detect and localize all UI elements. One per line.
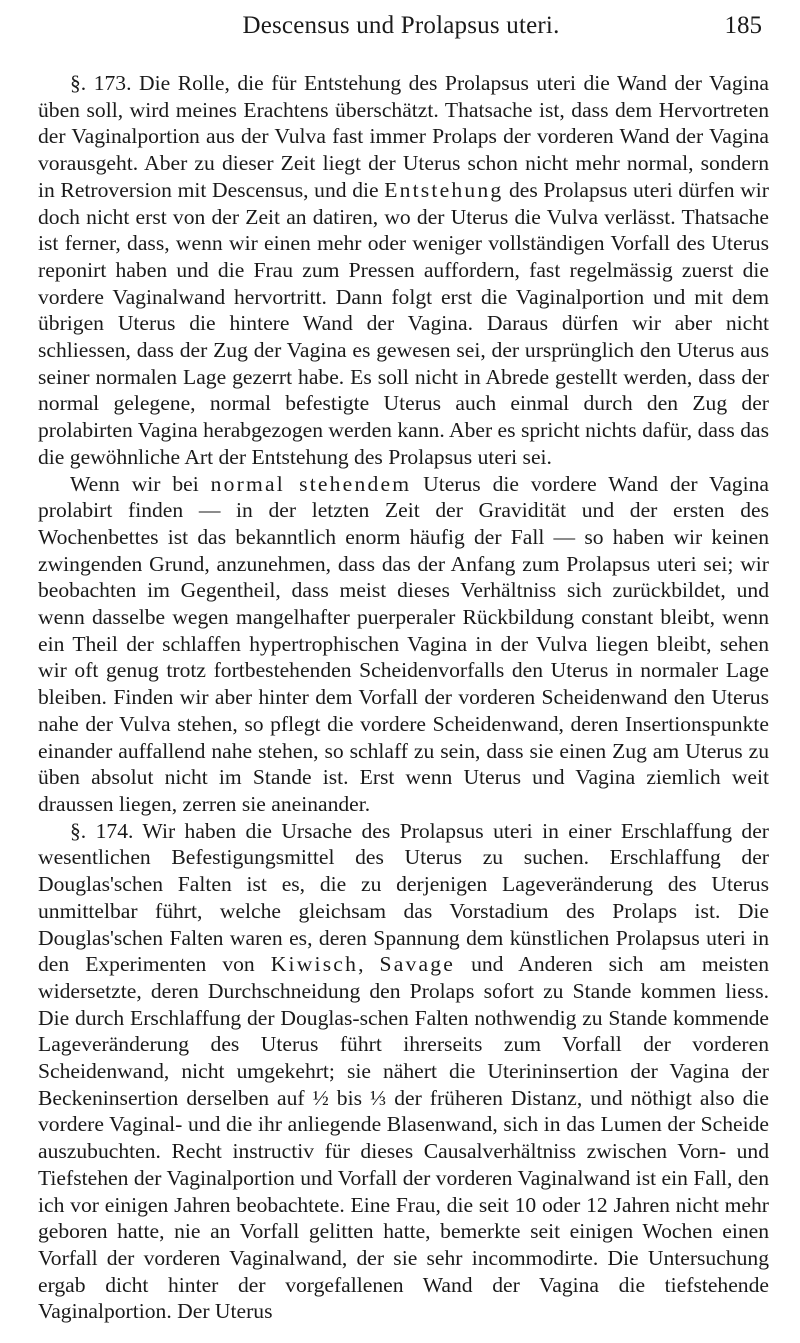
spaced-emphasis: normal stehendem (210, 471, 412, 496)
paragraph-p1 (38, 70, 769, 471)
paragraph-text: und Anderen sich am meisten widersetzte, deren Durchschneidung den Prolaps sofort zu Stande kommen liess. Die durch Erschlaffung der Douglas-schen Falten nothwendig zu Stande kommende Lageveränderung des Uterus führt ihrerseits zum Vorfall der vorderen Scheidenwand, nicht umgekehrt; sie nähert die Uterininsertion der Vagina der Beckeninsertion derselben auf ½ bis ⅓ der früheren Distanz, und nöthigt also die vordere Vaginal- und die ihr anliegende Blasenwand, sich in das Lumen der Scheide auszubuchten. Recht instructiv für dieses Causalverhältniss zwischen Vorn- und Tiefstehen der Vaginalportion und Vorfall der vorderen Vaginalwand ist ein Fall, den ich vor einigen Jahren beobachtete. Eine Frau, die seit 10 oder 12 Jahren nicht mehr geboren hatte, nie an Vorfall gelitten hatte, bemerkte seit einigen Wochen einen Vorfall der vorderen Vaginalwand, der sie sehr incommodirte. Die Untersuchung ergab dicht hinter der vorgefallenen Wand der Vagina die tiefstehende Vaginalportion. Der Uterus (38, 952, 769, 1324)
paragraph-text: Uterus die vordere Wand der Vagina prolabirt finden — in der letzten Zeit der Gravidität und der ersten des Wochenbettes ist das bekanntlich enorm häufig der Fall — so haben wir keinen zwingenden Grund, anzunehmen, dass das der Anfang zum Prolapsus uteri sei; wir beobachten im Gegentheil, dass meist dieses Verhältniss sich zurückbildet, und wenn dasselbe wegen mangelhafter puerperaler Rückbildung constant bleibt, wenn ein Theil der schlaffen hypertrophischen Vagina in der Vulva liegen bleibt, sehen wir oft genug trotz fortbestehenden Scheidenvorfalls den Uterus in normaler Lage bleiben. Finden wir aber hinter dem Vorfall der vorderen Scheidenwand den Uterus nahe der Vulva stehen, so pflegt die vordere Scheidenwand, deren Insertionspunkte einander auffallend nahe stehen, so schlaff zu sein, dass sie einen Zug am Uterus zu üben absolut nicht im Stande ist. Erst wenn Uterus und Vagina ziemlich weit draussen liegen, zerren sie aneinander. (38, 471, 769, 816)
paragraph-text: , (358, 952, 380, 977)
paragraph-p2 (38, 471, 769, 818)
running-title: Descensus und Prolapsus uteri. (242, 12, 560, 39)
paragraph-text: §. 173. Die Rolle, die für Entstehung des Prolapsus uteri die Wand der Vagina üben soll, wird meines Erachtens überschätzt. Thatsache ist, dass dem Hervortreten der Vaginalportion aus der Vulva fast immer Prolaps der vorderen Wand der Vagina vorausgeht. Aber zu dieser Zeit liegt der Uterus schon nicht mehr normal, sondern in Retroversion mit Descensus, und die (38, 71, 769, 202)
page-header (40, 12, 762, 52)
page-number: 185 (724, 12, 762, 39)
spaced-emphasis: Savage (379, 952, 456, 977)
body-text (38, 70, 769, 1325)
paragraph-text: Wenn wir bei (70, 471, 211, 496)
paragraph-p3 (38, 818, 769, 1325)
spaced-emphasis: Kiwisch (270, 952, 359, 977)
paragraph-text: des Prolapsus uteri dürfen wir doch nicht erst von der Zeit an datiren, wo der Uterus die Vulva verlässt. Thatsache ist ferner, dass, wenn wir einen mehr oder weniger vollständigen Vorfall des Uterus reponirt haben und die Frau zum Pressen auffordern, fast regelmässig zuerst die vordere Vaginalwand hervortritt. Dann folgt erst die Vaginalportion und mit dem übrigen Uterus die hintere Wand der Vagina. Daraus dürfen wir aber nicht schliessen, dass der Zug der Vagina es gewesen sei, der ursprünglich den Uterus aus seiner normalen Lage gezerrt habe. Es soll nicht in Abrede gestellt werden, dass der normal gelegene, normal befestigte Uterus auch einmal durch den Zug der prolabirten Vagina herabgezogen werden kann. Aber es spricht nichts dafür, dass das die gewöhnliche Art der Entstehung des Prolapsus uteri sei. (38, 177, 769, 469)
spaced-emphasis: Entstehung (384, 177, 504, 202)
paragraph-text: §. 174. Wir haben die Ursache des Prolapsus uteri in einer Erschlaffung der wesentlichen Befestigungsmittel des Uterus zu suchen. Erschlaffung der Douglas'schen Falten ist es, die zu derjenigen Lageveränderung des Uterus unmittelbar führt, welche gleichsam das Vorstadium des Prolaps ist. Die Douglas'schen Falten waren es, deren Spannung dem künstlichen Prolapsus uteri in den Experimenten von (38, 818, 769, 977)
